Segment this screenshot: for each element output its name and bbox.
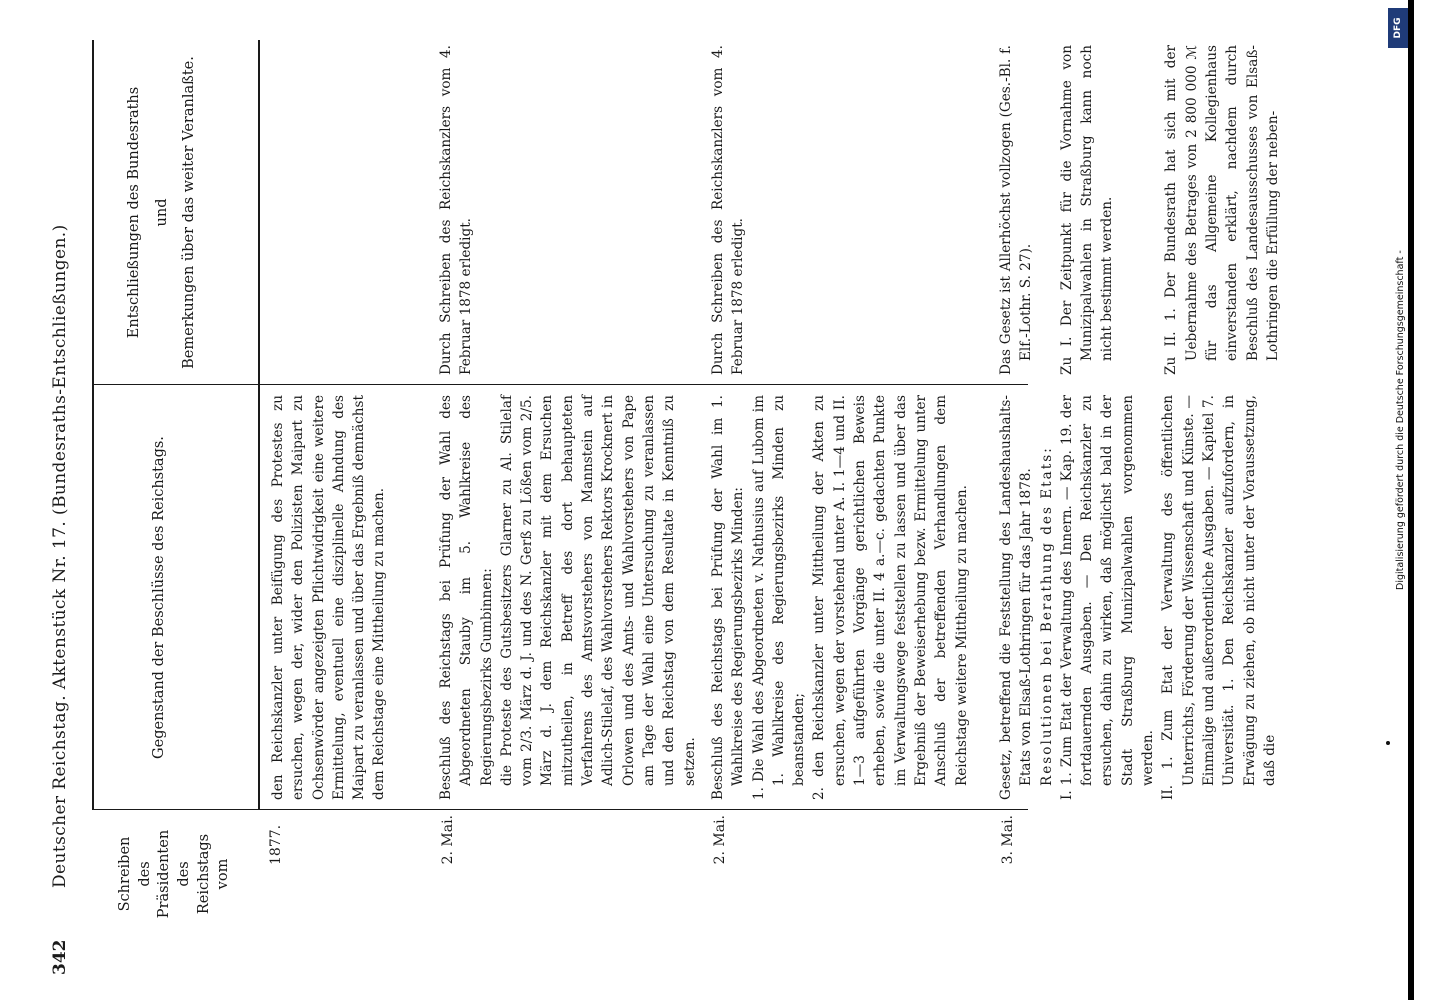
table-header-rule xyxy=(258,40,260,810)
column-header-date-line: des xyxy=(136,861,153,887)
row-date: 2. Mai. xyxy=(440,815,456,865)
subject-paragraph: Resolutionen bei Berathung des Etats: xyxy=(1038,446,1055,786)
row-decision: Durch Schreiben des Reichskanzlers vom 4. Februar 1878 erledigt. xyxy=(710,45,747,375)
scan-edge xyxy=(1408,0,1414,1000)
column-divider-right xyxy=(92,384,1028,385)
row-subject xyxy=(996,395,1280,800)
decision-paragraph: Zu II. 1. Der Bundesrath hat sich mit der Uebernahme des Betrages von 2 800 000 ℳ für das Allgemeine Kollegienhaus einverstanden erklärt, nachdem durch Beschluß des Landesausschusses von Elsaß-Lothringen die Erfüllung der neben- xyxy=(1163,45,1281,375)
subject-paragraph: I. 1. Zum Etat der Verwaltung des Innern. — Kap. 19. der fortdauernden Ausgaben. — Den Reichskanzler zu ersuchen, dahin zu wirken, daß möglichst bald in der Stadt Straßburg Munizipalwahlen vorgenommen werden. xyxy=(1058,395,1157,800)
subject-paragraph: den Reichskanzler unter Beifügung des Protestes zu ersuchen, wegen der, wider den Polizisten Maipart zu Ochsenwörder angezeigten Pflichtwidrigkeit eine weitere Ermittelung, eventuell eine disziplinelle Ahndung des Maipart zu veranlassen und über das Ergebniß demnächst dem Reichstage eine Mittheilung zu machen. xyxy=(270,395,388,800)
column-header-date-line: Reichstags xyxy=(195,833,212,915)
table-top-rule xyxy=(92,40,94,810)
subject-paragraph: Beschluß des Reichstags bei Prüfung der Wahl des Abgeordneten Stauby im 5. Wahlkreise des Regierungsbezirks Gumbinnen: xyxy=(438,395,495,800)
column-header-date xyxy=(100,810,250,938)
subject-paragraph: Gesetz, betreffend die Feststellung des Landeshaushalts-Etats von Elsaß-Lothringen für das Jahr 1878. xyxy=(998,395,1035,800)
row-decision: Durch Schreiben des Reichskanzlers vom 4. Februar 1878 erledigt. xyxy=(438,45,475,375)
subject-paragraph: II. 1. Zum Etat der Verwaltung des öffentlichen Unterrichts, Förderung der Wissenschaft und Künste. — Einmalige und außerordentliche Ausgaben. — Kapitel 7. Universität. 1. Den Reichskanzler aufzufordern, in Erwägung zu ziehen, ob nicht unter der Voraussetzung, daß die xyxy=(1160,395,1278,800)
subject-paragraph: die Proteste des Gutsbesitzers Glarner zu Al. Stilelaf vom 2/3. März d. J. und des N. Gerß zu Lößen vom 2/5. März d. J. dem Reichskanzler mit dem Ersuchen mitzutheilen, in Betreff des dort behaupteten Verfahrens des Amtsvorstehers von Mannstein auf Adlich-Stilelaf, des Wahlvorstehers Rektors Krocknert in Orlowen und des Amts- und Wahlvorstehers von Pape am Tage der Wahl eine Untersuchung zu veranlassen und den Reichstag von dem Resultate in Kenntniß zu setzen. xyxy=(498,395,698,786)
subject-paragraph: Beschluß des Reichstags bei Prüfung der Wahl im 1. Wahlkreise des Regierungsbezirks Minden: xyxy=(710,395,747,800)
dfg-notice: Digitalisierung gefördert durch die Deutsche Forschungsgemeinschaft - xyxy=(1395,250,1406,590)
column-header-date-line: Präsidenten xyxy=(156,829,173,919)
column-header-date-line: vom xyxy=(215,858,232,890)
row-subject xyxy=(436,395,700,800)
column-header-date-line: Schreiben xyxy=(117,836,134,912)
row-subject xyxy=(708,395,972,800)
row-decision xyxy=(996,45,1283,375)
column-header-decision-line: Entschließungen des Bundesraths xyxy=(126,86,142,339)
scan-mark xyxy=(1386,741,1390,745)
decision-paragraph: Zu I. Der Zeitpunkt für die Vornahme von Munizipalwahlen in Straßburg kann noch nicht bestimmt werden. xyxy=(1058,45,1116,375)
row-subject xyxy=(268,395,390,800)
year-label: 1877. xyxy=(268,824,284,865)
dfg-logo: DFG xyxy=(1388,8,1408,48)
row-date: 2. Mai. xyxy=(712,815,728,865)
page-number: 342 xyxy=(50,939,70,975)
column-divider-left xyxy=(258,809,1028,810)
column-header-decision xyxy=(125,40,200,385)
column-header-subject: Gegenstand der Beschlüsse des Reichstags. xyxy=(151,436,167,759)
subject-paragraph: 1. Die Wahl des Abgeordneten v. Nathusius auf Lubom im 1. Wahlkreise des Regierungsbezirks Minden zu beanstanden; xyxy=(750,395,808,800)
subject-paragraph: 2. den Reichskanzler unter Mittheilung der Akten zu ersuchen, wegen der vorstehend unter A. I. 1—4 und II. 1—3 aufgeführten Vorgänge gerichtlichen Beweis erheben, sowie die unter II. 4 a.—c. gedachten Punkte im Verwaltungswege feststellen zu lassen und über das Ergebniß der Beweiserhebung bezw. Ermittelung unter Anschluß der betreffenden Verhandlungen dem Reichstage weitere Mittheilung zu machen. xyxy=(811,395,970,800)
column-header-date-line: des xyxy=(176,861,192,887)
decision-paragraph: Das Gesetz ist Allerhöchst vollzogen (Ges.-Bl. f. Elf.-Lothr. S. 27). xyxy=(998,45,1035,375)
column-header-decision-line: und xyxy=(153,198,170,227)
column-header-decision-line: Bemerkungen über das weiter Veranlaßte. xyxy=(181,56,198,369)
page-title: Deutscher Reichstag. Aktenstück Nr. 17. (Bundesraths-Entschließungen.) xyxy=(50,224,70,888)
row-date: 3. Mai. xyxy=(1000,815,1016,865)
